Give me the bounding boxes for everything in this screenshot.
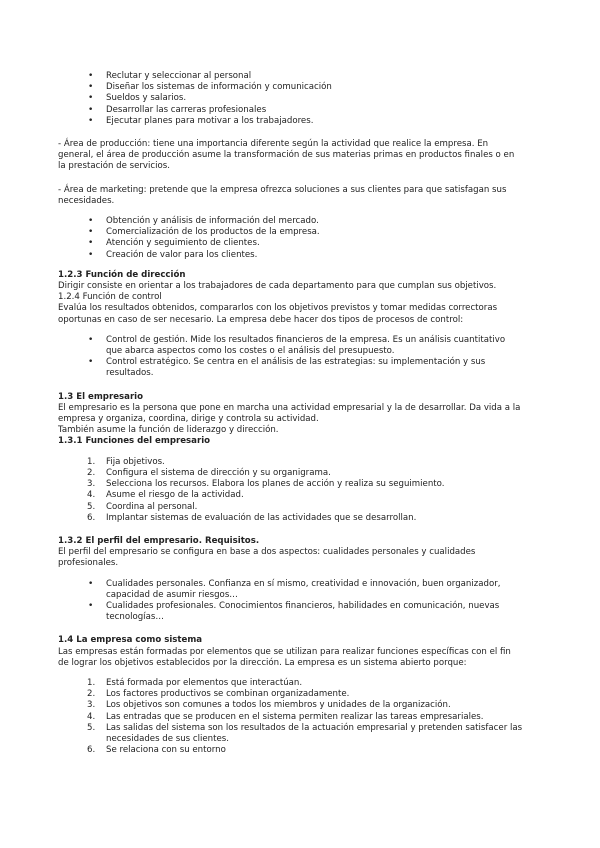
control-list: [58, 335, 524, 380]
list-item: 6. Implantar sistemas de evaluación de las actividades que se desarrollan.: [87, 512, 417, 523]
list-item: 5. Coordina al personal.: [87, 501, 198, 512]
section-heading: 1.3.2 El perfil del empresario. Requisitos.: [58, 535, 260, 546]
funciones-list: [58, 457, 524, 524]
subsection-heading: 1.2.4 Función de control: [58, 292, 162, 303]
paragraph: Dirigir consiste en orientar a los trabajadores de cada departamento para que cumplan sus objetivos.: [58, 281, 497, 292]
area-marketing-paragraph: - Área de marketing: pretende que la empresa ofrezca soluciones a sus clientes para que satisfagan sus necesidades.: [58, 184, 507, 206]
section-heading: 1.3.1 Funciones del empresario: [58, 436, 211, 447]
paragraph: Las empresas están formadas por elementos que se utilizan para realizar funciones específicas con el fin de lograr los objetivos establecidos por la dirección. La empresa es un sistema abierto porque:: [58, 646, 511, 668]
list-item: 1. Está formada por elementos que interactúan.: [87, 677, 303, 688]
list-item: • Obtención y análisis de información del mercado.: [58, 216, 524, 227]
list-item: • Cualidades profesionales. Conocimientos financieros, habilidades en comunicación, nuevas tecnologías…: [58, 601, 524, 623]
rrhh-list: [58, 71, 524, 127]
list-item: • Ejecutar planes para motivar a los trabajadores.: [58, 116, 524, 127]
list-item: 2. Los factores productivos se combinan organizadamente.: [87, 689, 350, 700]
paragraph: El empresario es la persona que pone en marcha una actividad empresarial y la de desarrollar. Da vida a la empresa y organiza, coordina, dirige y controla su actividad.: [58, 402, 521, 425]
list-item: • Diseñar los sistemas de información y comunicación: [58, 82, 524, 93]
list-item: 2. Configura el sistema de dirección y su organigrama.: [87, 467, 331, 478]
paragraph: También asume la función de liderazgo y dirección.: [58, 425, 279, 436]
document-content: [58, 71, 524, 756]
list-item: 6. Se relaciona con su entorno: [87, 745, 226, 756]
sistema-list: [58, 678, 524, 756]
list-item: • Desarrollar las carreras profesionales: [58, 105, 524, 116]
list-item: 4. Asume el riesgo de la actividad.: [87, 490, 244, 501]
section-heading: 1.3 El empresario: [58, 391, 144, 402]
paragraph: Evalúa los resultados obtenidos, compararlos con los objetivos previstos y tomar medidas correctoras oportunas en caso de ser necesario. La empresa debe hacer dos tipos de procesos de control:: [58, 303, 498, 325]
list-item: • Sueldos y salarios.: [58, 93, 524, 104]
area-produccion-paragraph: - Área de producción: tiene una importancia diferente según la actividad que realice la empresa. En general, el área de producción asume la transformación de sus materias primas en productos finales o en la prestación de servicios.: [58, 139, 515, 172]
list-item: 3. Los objetivos son comunes a todos los miembros y unidades de la organización.: [87, 700, 451, 711]
list-item: 1. Fija objetivos.: [87, 456, 165, 467]
perfil-list: [58, 579, 524, 624]
list-item: 3. Selecciona los recursos. Elabora los planes de acción y realiza su seguimiento.: [87, 479, 445, 490]
section-heading: 1.2.3 Función de dirección: [58, 269, 186, 280]
list-item: 4. Las entradas que se producen en el sistema permiten realizar las tareas empresariales.: [87, 711, 484, 722]
list-item: • Cualidades personales. Confianza en sí mismo, creatividad e innovación, buen organizador, capacidad de asumir riesgos…: [58, 579, 524, 601]
paragraph: El perfil del empresario se configura en base a dos aspectos: cualidades personales y cualidades profesionales.: [58, 547, 476, 569]
list-item: • Control de gestión. Mide los resultados financieros de la empresa. Es un análisis cuantitativo que abarca aspectos como los costes o el análisis del presupuesto.: [58, 335, 524, 357]
list-item: • Creación de valor para los clientes.: [58, 250, 524, 261]
list-item: • Reclutar y seleccionar al personal: [58, 71, 524, 82]
list-item: • Comercialización de los productos de la empresa.: [58, 227, 524, 238]
section-heading: 1.4 La empresa como sistema: [58, 635, 203, 646]
list-item: • Atención y seguimiento de clientes.: [58, 238, 524, 249]
list-item: 5. Las salidas del sistema son los resultados de la actuación empresarial y pretenden satisfacer las necesidades de sus clientes.: [87, 722, 523, 744]
list-item: • Control estratégico. Se centra en el análisis de las estrategias: su implementación y sus resultados.: [58, 357, 524, 379]
marketing-list: [58, 216, 524, 261]
